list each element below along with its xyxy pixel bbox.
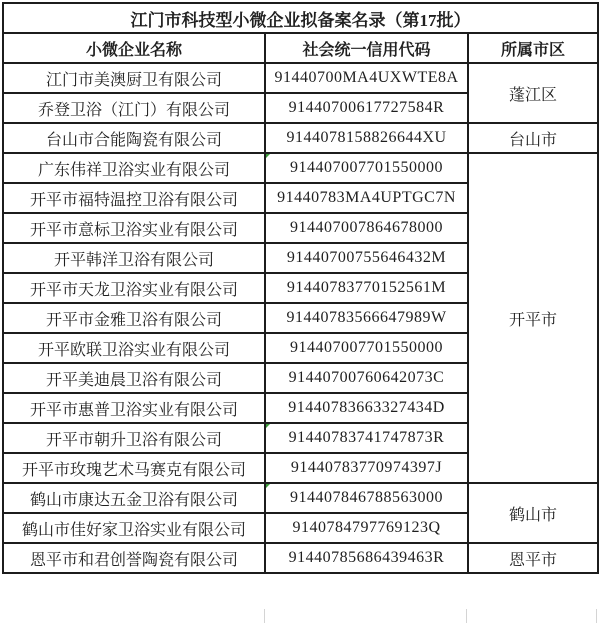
credit-code-cell: 9140784797769123Q bbox=[265, 513, 468, 543]
title-row bbox=[3, 3, 598, 33]
credit-code-cell: 91440783741747873R bbox=[265, 423, 468, 453]
gridline-stub bbox=[466, 609, 467, 623]
company-name-cell: 江门市美澳厨卫有限公司 bbox=[3, 63, 265, 93]
company-name-cell: 开平市意标卫浴实业有限公司 bbox=[3, 213, 265, 243]
gridline-stub bbox=[264, 609, 265, 623]
table-row bbox=[3, 123, 598, 153]
company-name-cell: 鹤山市佳好家卫浴实业有限公司 bbox=[3, 513, 265, 543]
district-cell: 台山市 bbox=[468, 123, 598, 153]
credit-code-cell: 91440700MA4UXWTE8A bbox=[265, 63, 468, 93]
credit-code-cell: 91440783566647989W bbox=[265, 303, 468, 333]
table-row bbox=[3, 63, 598, 93]
text-format-flag-icon bbox=[266, 424, 270, 428]
district-cell: 蓬江区 bbox=[468, 63, 598, 123]
credit-code-cell: 9144078158826644XU bbox=[265, 123, 468, 153]
table-row bbox=[3, 483, 598, 513]
credit-code-cell: 91440700755646432M bbox=[265, 243, 468, 273]
text-format-flag-icon bbox=[266, 154, 270, 158]
credit-code-cell: 91440783770974397J bbox=[265, 453, 468, 483]
page-title: 江门市科技型小微企业拟备案名录（第17批） bbox=[3, 3, 598, 33]
credit-code-cell: 91440783663327434D bbox=[265, 393, 468, 423]
company-name-cell: 开平市天龙卫浴实业有限公司 bbox=[3, 273, 265, 303]
credit-code-cell: 91440700617727584R bbox=[265, 93, 468, 123]
company-name-cell: 开平市福特温控卫浴有限公司 bbox=[3, 183, 265, 213]
enterprise-roster-table bbox=[2, 2, 599, 574]
district-cell: 鹤山市 bbox=[468, 483, 598, 543]
company-name-cell: 开平市玫瑰艺术马赛克有限公司 bbox=[3, 453, 265, 483]
company-name-cell: 鹤山市康达五金卫浴有限公司 bbox=[3, 483, 265, 513]
table-row bbox=[3, 543, 598, 573]
table-row bbox=[3, 153, 598, 183]
company-name-cell: 乔登卫浴（江门）有限公司 bbox=[3, 93, 265, 123]
company-name-cell: 开平韩洋卫浴有限公司 bbox=[3, 243, 265, 273]
column-header-name: 小微企业名称 bbox=[3, 33, 265, 63]
gridline-stub bbox=[596, 609, 597, 623]
district-cell: 恩平市 bbox=[468, 543, 598, 573]
company-name-cell: 开平欧联卫浴实业有限公司 bbox=[3, 333, 265, 363]
credit-code-cell: 91440785686439463R bbox=[265, 543, 468, 573]
company-name-cell: 恩平市和君创誉陶瓷有限公司 bbox=[3, 543, 265, 573]
company-name-cell: 开平市朝升卫浴有限公司 bbox=[3, 423, 265, 453]
company-name-cell: 开平市金雅卫浴有限公司 bbox=[3, 303, 265, 333]
credit-code-cell: 914407007864678000 bbox=[265, 213, 468, 243]
text-format-flag-icon bbox=[266, 484, 270, 488]
credit-code-cell: 91440783MA4UPTGC7N bbox=[265, 183, 468, 213]
credit-code-cell: 91440700760642073C bbox=[265, 363, 468, 393]
column-header-code: 社会统一信用代码 bbox=[265, 33, 468, 63]
company-name-cell: 台山市合能陶瓷有限公司 bbox=[3, 123, 265, 153]
company-name-cell: 广东伟祥卫浴实业有限公司 bbox=[3, 153, 265, 183]
credit-code-cell: 914407846788563000 bbox=[265, 483, 468, 513]
credit-code-cell: 914407007701550000 bbox=[265, 153, 468, 183]
column-header-district: 所属市区 bbox=[468, 33, 598, 63]
district-cell: 开平市 bbox=[468, 153, 598, 483]
credit-code-cell: 914407007701550000 bbox=[265, 333, 468, 363]
company-name-cell: 开平美迪晨卫浴有限公司 bbox=[3, 363, 265, 393]
company-name-cell: 开平市惠普卫浴实业有限公司 bbox=[3, 393, 265, 423]
credit-code-cell: 91440783770152561M bbox=[265, 273, 468, 303]
header-row bbox=[3, 33, 598, 63]
